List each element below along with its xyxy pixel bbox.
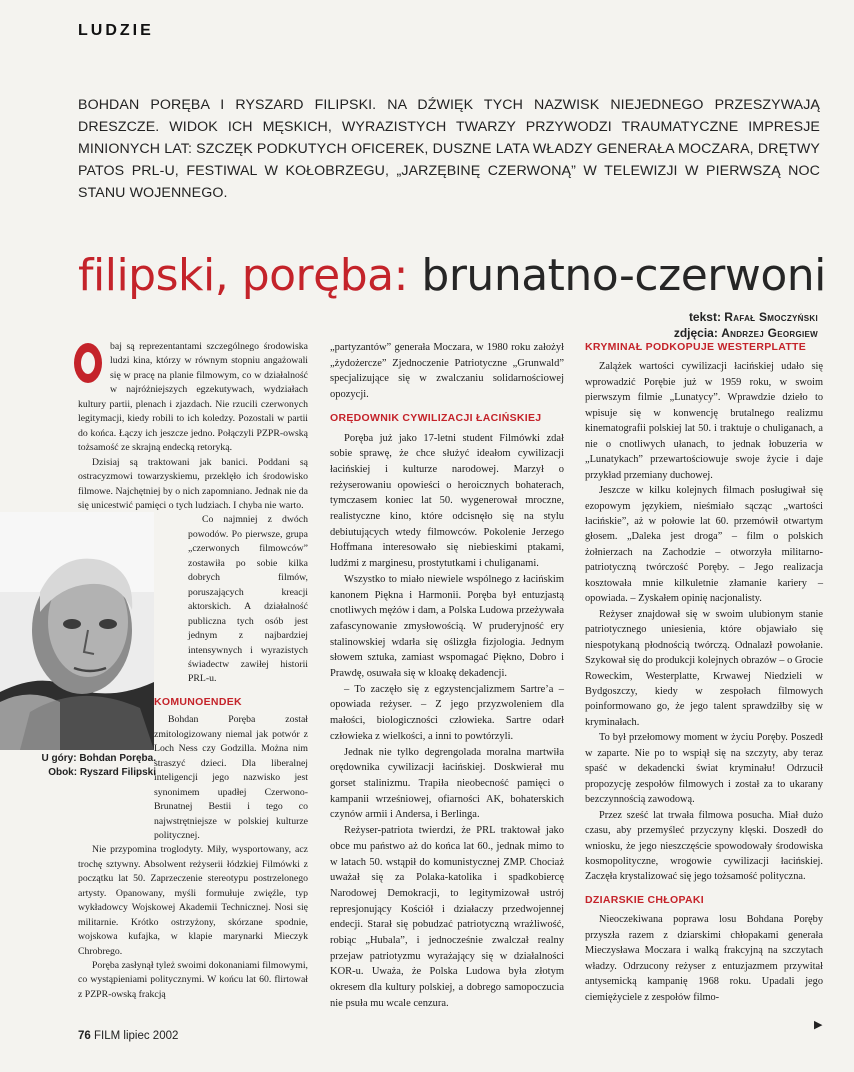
column-1 (78, 340, 308, 1002)
article-title (78, 246, 838, 306)
paragraph: Reżyser znajdował się w swoim ulubionym stanie patriotycznego uniesienia, które objawiało się niespotykaną płodnością twórczą. Odnalazł powołanie. Szykował się do produkcji kolejnych obrazów – o Grocie Roweckim, Westerplatte, Krwawej Niedzieli w Bydgoszczy, kiedy w zespołach filmowych poinformowano go, że jego talent sprawdziłby się w kryminałach. (585, 608, 823, 728)
paragraph: Poręba już jako 17-letni student Filmówki zdał sobie sprawę, że chce służyć ideałom cywilizacji łacińskiej i kulturze narodowej. Marzył o reżyserowaniu opowieści o heroicznych bohaterach, tymczasem koniec lat 50. wygenerował mroczne, realistyczne kino, które odcisnęło się na stylu debiutujących wtedy filmowców. Pokolenie Jerzego Hoffmana interesowało się niebieskimi ptakami, ludźmi z marginesu, prostytutkami i chuliganami. (330, 432, 564, 570)
column-2 (330, 340, 564, 1012)
paragraph: „partyzantów” generała Moczara, w 1980 roku założył „żydożercze” Zjednoczenie Patriotyczne „Grunwald” specjalizujące się w zwalczaniu solidarnościowej opozycji. (330, 342, 564, 401)
paragraph: Poręba zasłynął tyleż swoimi dokonaniami filmowymi, co wystąpieniami politycznymi. W końcu lat 60. flirtował z PZPR-owską frakcją (78, 960, 308, 1000)
paragraph: Nieoczekiwana poprawa losu Bohdana Poręby przyszła razem z dziarskimi chłopakami generała Mieczysława Moczara i walką frakcyjną na szczytach władzy. Odrzucony reżyser z entuzjazmem przywitał antysemicką kampanię 1968 roku. Upadali jego ciemiężyciele z zespołów filmo- (585, 914, 823, 1003)
photo-credit (674, 325, 818, 341)
title-names: filipski, poręba: (78, 250, 408, 301)
lead-paragraph: BOHDAN PORĘBA I RYSZARD FILIPSKI. NA DŹWIĘK TYCH NAZWISK NIEJEDNEGO PRZESZYWAJĄ DRESZCZE. WIDOK ICH MĘSKICH, WYRAZISTYCH TWARZY PRZYWODZI TRAUMATYCZNE IMPRESJE MINIONYCH LAT: SZCZĘK PODKUTYCH OFICEREK, DUSZNE LATA WŁADZY GENERAŁA MOCZARA, DRĘTWY PATOS PRL-U, FESTIWAL W KOŁOBRZEGU, „JARZĘBINĘ CZERWONĄ” W TELEWIZJI W PIERWSZĄ NOC STANU WOJENNEGO. (78, 97, 820, 201)
caption-line-side: Obok: Ryszard Filipski (48, 767, 156, 778)
title-subject: brunatno-czerwoni (407, 250, 826, 301)
page-footer (78, 1030, 178, 1042)
paragraph: – To zaczęło się z egzystencjalizmem Sartre’a – opowiada reżyser. – Z jego przyzwoleniem dla małości, biologiczności człowieka. Sartre odarł człowieka z wielkości, a inni to powtórzyli. (330, 683, 564, 742)
photographer-name: Andrzej Georgiew (721, 326, 818, 340)
paragraph: To był przełomowy moment w życiu Poręby. Poszedł w zaparte. Nie po to wspiął się na szczyty, aby teraz spaść w dekadencki świat kryminału! Odrzucił propozycję zespołów filmowych i został za to ukarany bezczynnością zawodową. (585, 732, 823, 806)
paragraph: Reżyser-patriota twierdzi, że PRL traktował jako obce mu państwo aż do końca lat 60., jednak mimo to w latach 50. wstąpił do komunistycznej ZMP. Chociaż uważał się za Polaka-katolika i spadkobiercę Narodowej Demokracji, to legitymizował ustrój represjonujący Kościół i działaczy przedwojennej endecji. Starał się pobudzać patriotyczną wrażliwość, robiąc „Hubala”, i jednocześnie zwalczał realny przejaw patriotyzmu wyrażający się w działalności KOR-u. Uważa, że Polska Ludowa była złotym okresem dla kultury polskiej, a dobrego samopoczucia nie psuła mu wcale cenzura. (330, 825, 564, 1009)
author-label: tekst: (688, 310, 721, 324)
caption-line-top: U góry: Bohdan Poręba. (41, 753, 156, 764)
photo-label: zdjęcia: (673, 326, 718, 340)
column-3 (585, 340, 823, 1005)
paragraph-text: Co najmniej z dwóch powodów. Po pierwsze, grupa „czerwonych filmowców” zostawiła po sobie kilka dobrych filmów, poruszających kreacji aktorskich. A działalność publiczna tych osób jest jednym z najbardziej intensywnych i wyrazistych świadectw zawiłej historii PRL-u. (188, 514, 308, 685)
paragraph: Przez sześć lat trwała filmowa posucha. Miał dużo czasu, aby przemyśleć przyczyny klęski. Doszedł do wniosku, że jego nieszczęście spowodowały środowiska kosmopolityczne, wrogowie cywilizacji łacińskiej. Zaczęła krystalizować się jego tożsamość polityczna. (585, 809, 823, 883)
paragraph (78, 513, 308, 686)
paragraph: Bohdan Poręba został zmitologizowany niemal jak potwór z Loch Ness czy Godzilla. Można nim straszyć dzieci. Dla liberalnej inteligencji jego nazwisko jest synonimem upadłej Czerwono-Brunatnej Bestii i tego co najwstrętniejsze w polskiej kulturze politycznej. (154, 714, 308, 841)
paragraph (78, 340, 308, 456)
subheading-oredownik: ORĘDOWNIK CYWILIZACJI ŁACIŃSKIEJ (330, 411, 542, 424)
paragraph: Dzisiaj są traktowani jak banici. Poddani są ostracyzmowi towarzyskiemu, przeklęło ich środowisko filmowe. Najchętniej by o nich zapomniano. Jednak nie da się unicestwić pamięci o tych ludziach. I chyba nie warto. (78, 456, 308, 511)
subheading-komunoendek: KOMUNOENDEK (154, 695, 242, 708)
author-credit (674, 309, 818, 325)
author-name: Rafał Smoczyński (724, 310, 818, 324)
credits (674, 309, 818, 341)
paragraph: Wszystko to miało niewiele wspólnego z łacińskim kanonem Piękna i Harmonii. Poręba był entuzjastą cnotliwych mężów i dam, a Polska Ludowa przeżywała zafascynowanie zmysłowością. W pruderyjność ery stalinowskiej wdarła się oślizgła fizjologia. Jednym słowem sztuka, zamiast wspomagać Piękno, Dobro i Prawdę, osuwała się w kloakę dekadencji. (330, 573, 564, 680)
paragraph-text: baj są reprezentantami szczególnego środowiska ludzi kina, którzy w równym stopniu angażowali się w pracę na planie filmowym, co w działalność w najróżniejszych egzekutywach, wydziałach kultury partii, plenach i zjazdach. Nie rzucili czerwonych legitymacji, kiedy robili to ich koledzy. Pozostali w partii do końca. Łączy ich jeszcze jedno. Połączyli PZPR-owską tożsamość ze skrajną endecką retoryką. (78, 341, 308, 454)
paragraph: Zalążek wartości cywilizacji łacińskiej udało się wprowadzić Porębie już w 1959 roku, w swoim pierwszym filmie „Lunatycy”. Wprawdzie dzieło to wpisuje się w konwencję brutalnego realizmu kinematografii polskiej lat 50. i traktuje o chuliganach, a nie o cnotliwych ułanach, to jednak łobuzeria w „Lunatykach” przewartościowuje swoje życie i daje przykład przemiany duchowej. (585, 361, 823, 481)
paragraph: Jeszcze w kilku kolejnych filmach posługiwał się ezopowym językiem, nieśmiało sącząc „wartości łacińskie”, aż w połowie lat 60. przemówił otwartym głosem. „Daleka jest droga” – film o polskich żołnierzach na Zachodzie – otworzyła militarno-patriotyczną twórczość Poręby. – Jego realizacja kosztowała mnie kilkuletnie złamanie kariery – opowiada. – Zyskałem opinię nacjonalisty. (585, 485, 823, 605)
issue-date: lipiec 2002 (123, 1030, 179, 1042)
triangle-right-icon: ▶ (814, 1019, 823, 1031)
subheading-kryminal: KRYMINAŁ PODKOPUJE WESTERPLATTE (585, 341, 807, 353)
section-label: LUDZIE (78, 22, 154, 39)
magazine-name: FILM (94, 1030, 121, 1042)
paragraph: Nie przypomina troglodyty. Miły, wysportowany, acz trochę sztywny. Absolwent reżyserii łódzkiej Filmówki z początku lat 50. Zaprzeczenie stereotypu postrzelonego artysty. Opanowany, myśli formułuje zwięźle, typ wykładowcy Wojskowej Akademii Technicznej. Nosi się militarnie. Krótko ostrzyżony, skórzane spodnie, wojskowa kufajka, w klapie marynarki Mieczyk Chrobrego. (78, 844, 308, 957)
paragraph: Jednak nie tylko degrengolada moralna martwiła orędownika cywilizacji łacińskiej. Doskwierał mu gorset stalinizmu. Trapiła nieobecność pamięci o kampanii wrześniowej, ofiarności AK, bohaterskich czynów armii i Andersa, i Berlinga. (330, 746, 564, 821)
page-number: 76 (78, 1030, 91, 1042)
drop-cap-o (74, 343, 104, 385)
subheading-dziarskie: DZIARSKIE CHŁOPAKI (585, 893, 704, 906)
